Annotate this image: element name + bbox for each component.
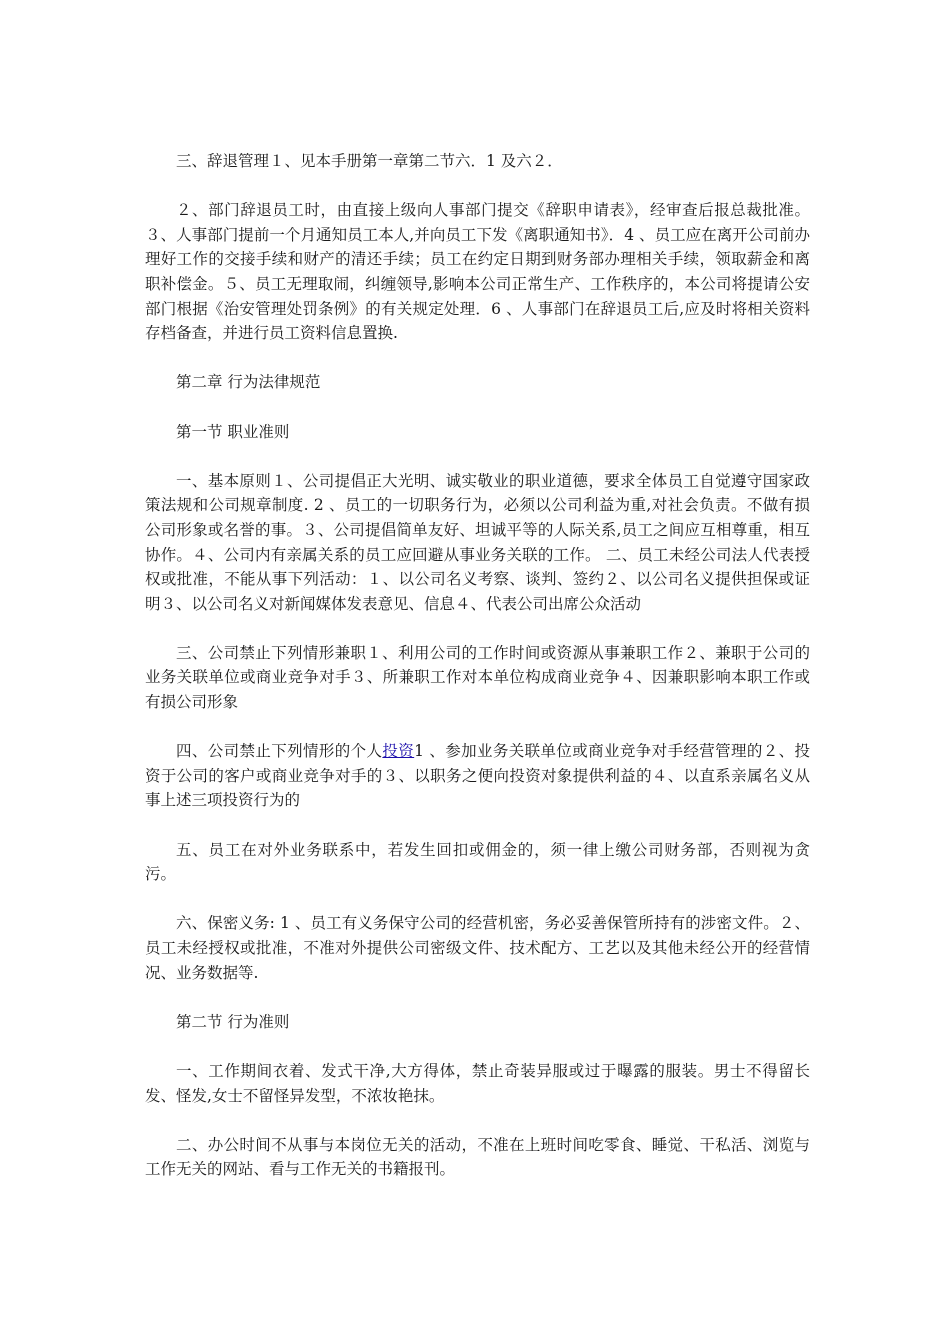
- paragraph-dismissal-management: 三、辞退管理１、见本手册第一章第二节六．1 及六２．: [176, 152, 563, 170]
- chapter-heading: 第二章 行为法律规范: [176, 373, 321, 392]
- paragraph-dismissal-procedure: ２、部门辞退员工时，由直接上级向人事部门提交《辞职申请表》，经审查后报总裁批准。３、人事部门提前一个月通知员工本人,并向员工下发《离职通知书》．4 、员工应在离开公司前办理好工作的交接手续和财产的清还手续；员工在约定日期到财务部办理相关手续，领取薪金和离职补偿金。５、员工无理取闹，纠缠领导,影响本公司正常生产、工作秩序的，本公司将提请公安部门根据《治安管理处罚条例》的有关规定处理．6 、人事部门在辞退员工后,应及时将相关资料存档备查，并进行员工资料信息置换.: [145, 201, 811, 343]
- paragraph-commission-rule: 五、员工在对外业务联系中，若发生回扣或佣金的，须一律上缴公司财务部，否则视为贪污。: [145, 840, 810, 884]
- paragraph-part-time-prohibition: 三、公司禁止下列情形兼职１、利用公司的工作时间或资源从事兼职工作２、兼职于公司的业务关联单位或商业竞争对手３、所兼职工作对本单位构成商业竞争４、因兼职影响本职工作或有损公司形象: [145, 643, 810, 712]
- investment-link[interactable]: 投资: [382, 742, 415, 761]
- paragraph-basic-principles: 一、基本原则１、公司提倡正大光明、诚实敬业的职业道德，要求全体员工自觉遵守国家政策法规和公司规章制度. 2 、员工的一切职务行为，必须以公司利益为重,对社会负责。不做有损公司形象或名誉的事。３、公司提倡简单友好、坦诚平等的人际关系,员工之间应互相尊重，相互协作。４、公司内有亲属关系的员工应回避从事业务关联的工作。 二、员工未经公司法人代表授权或批准，不能从事下列活动：１、以公司名义考察、谈判、签约２、以公司名义提供担保或证明３、以公司名义对新闻媒体发表意见、信息４、代表公司出席公众活动: [145, 471, 810, 613]
- paragraph-office-hours-conduct: 二、办公时间不从事与本岗位无关的活动，不准在上班时间吃零食、睡觉、干私活、浏览与工作无关的网站、看与工作无关的书籍报刊。: [145, 1135, 810, 1179]
- section-heading-professional-code: 第一节 职业准则: [176, 422, 290, 441]
- paragraph-text: 四、公司禁止下列情形的个人: [176, 742, 383, 761]
- paragraph-investment-prohibition: [145, 739, 810, 813]
- paragraph-text: 1 、参加业务关联单位或商业竞争对手经营管理的２、投资于公司的客户或商业竞争对手的３、以职务之便向投资对象提供利益的４、以直系亲属名义从事上述三项投资行为的: [145, 742, 810, 810]
- document-body: [145, 149, 810, 1207]
- section-heading-conduct-code: 第二节 行为准则: [176, 1012, 290, 1031]
- paragraph-dress-code: 一、工作期间衣着、发式干净,大方得体，禁止奇装异服或过于曝露的服装。男士不得留长发、怪发,女士不留怪异发型，不浓妆艳抹。: [145, 1061, 810, 1105]
- paragraph-confidentiality: 六、保密义务: 1 、员工有义务保守公司的经营机密，务必妥善保管所持有的涉密文件。２、员工未经授权或批准，不准对外提供公司密级文件、技术配方、工艺以及其他未经公开的经营情况、业务数据等.: [145, 914, 810, 982]
